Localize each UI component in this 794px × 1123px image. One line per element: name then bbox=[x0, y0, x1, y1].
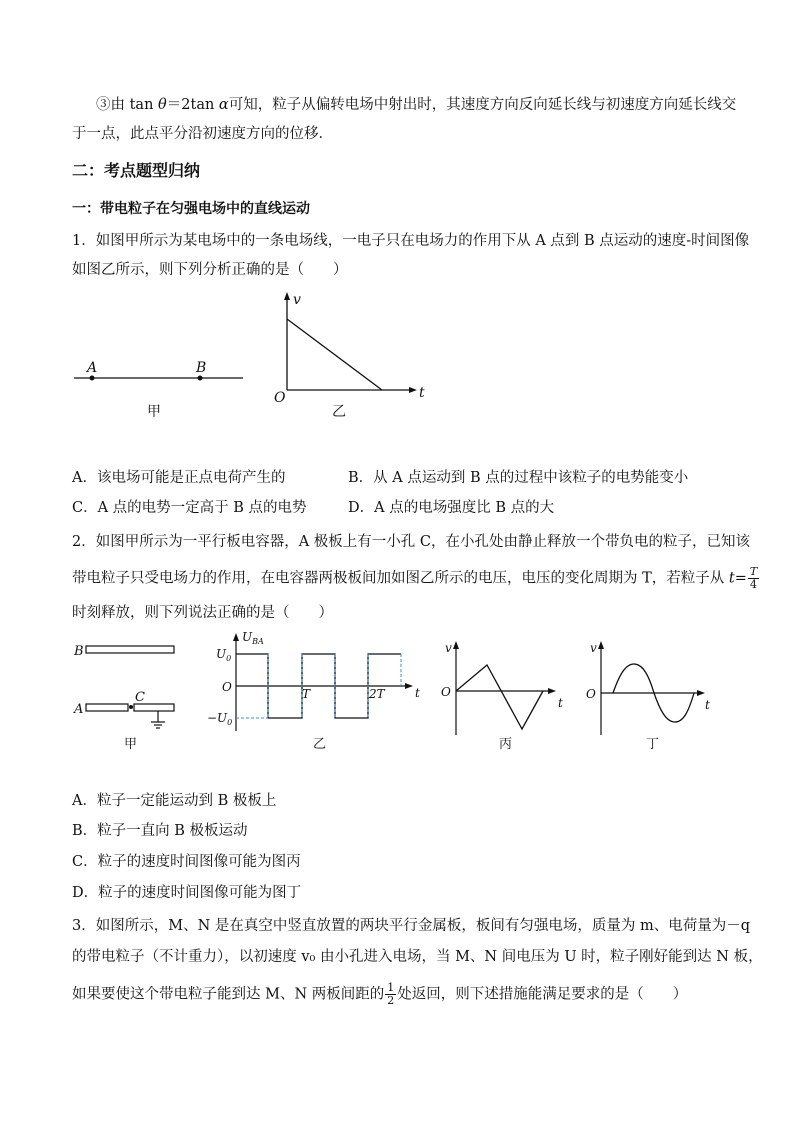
fraction-numerator: T bbox=[749, 565, 758, 578]
label-tick-2t: 2T bbox=[369, 687, 385, 701]
half-fraction bbox=[385, 982, 396, 1007]
intro-prefix: ③由 tan bbox=[96, 97, 159, 113]
theta-symbol: θ bbox=[158, 97, 167, 113]
label-plate-b: B bbox=[74, 644, 84, 659]
half-numerator: 1 bbox=[387, 981, 395, 994]
q1-stem-line-1: 1．如图甲所示为某电场中的一条电场线，一电子只在电场力的作用下从 A 点到 B 点运动的速度-时间图像 bbox=[72, 233, 750, 249]
label-u0: $U_0$ bbox=[216, 647, 232, 663]
q3-line-3-suffix: 处返回，则下述措施能满足要求的是（ ） bbox=[397, 986, 688, 1003]
q2-stem-line-1: 2．如图甲所示为一平行板电容器，A 极板上有一小孔 C，在小孔处由静止释放一个带负电的粒子，已知该 bbox=[72, 534, 751, 550]
label-v-bing: v bbox=[445, 641, 452, 655]
q2-stem-line-2-text: 带电粒子只受电场力的作用，在电容器两极板间加如图乙所示的电压，电压的变化周期为 T，若粒子从 bbox=[72, 570, 729, 587]
t-axis-arrow-ding bbox=[697, 690, 705, 696]
q3-stem-line-2: 的带电粒子（不计重力），以初速度 v₀ 由小孔进入电场，当 M、N 间电压为 U 时，粒子刚好能到达 N 板， bbox=[72, 949, 763, 965]
label-neg-u0: $-U_0$ bbox=[207, 711, 233, 727]
alpha-symbol: α bbox=[218, 97, 229, 113]
t-equals: t= bbox=[728, 570, 747, 587]
caption-yi-2: 乙 bbox=[313, 737, 327, 752]
caption-yi: 乙 bbox=[332, 404, 346, 420]
label-origin: O bbox=[274, 390, 286, 406]
q1-option-a[interactable]: A．该电场可能是正点电荷产生的 bbox=[72, 470, 286, 486]
q3-stem-line-3 bbox=[72, 982, 687, 1007]
label-origin-ding: O bbox=[586, 687, 596, 701]
q2-option-d[interactable]: D．粒子的速度时间图像可能为图丁 bbox=[72, 885, 302, 901]
caption-jia: 甲 bbox=[147, 404, 161, 420]
label-tick-t: T bbox=[302, 687, 311, 701]
intro-line-2: 于一点，此点平分沿初速度方向的位移． bbox=[72, 126, 333, 142]
fraction-denominator: 4 bbox=[750, 578, 758, 591]
q3-line-3-prefix: 如果要使这个带电粒子能到达 M、N 两板间距的 bbox=[72, 986, 385, 1003]
q2-stem-line-3: 时刻释放，则下列说法正确的是（ ） bbox=[72, 605, 333, 621]
label-t: t bbox=[419, 385, 425, 401]
label-u-ba: $U_{BA}$ bbox=[242, 630, 264, 646]
label-origin-2: O bbox=[222, 680, 232, 694]
subsection-title: 一：带电粒子在匀强电场中的直线运动 bbox=[72, 201, 310, 217]
label-t-2: t bbox=[415, 686, 420, 700]
label-v: v bbox=[293, 292, 301, 308]
v-axis-arrow-ding bbox=[598, 641, 604, 649]
caption-jia-2: 甲 bbox=[124, 737, 138, 752]
q2-option-a[interactable]: A．粒子一定能运动到 B 极板上 bbox=[72, 793, 277, 809]
caption-bing: 丙 bbox=[499, 737, 513, 752]
caption-ding: 丁 bbox=[646, 737, 660, 752]
q2-option-b[interactable]: B．粒子一直向 B 极板运动 bbox=[72, 823, 248, 839]
q1-stem-line-2: 如图乙所示，则下列分析正确的是（ ） bbox=[72, 262, 348, 278]
q2-option-c[interactable]: C．粒子的速度时间图像可能为图丙 bbox=[72, 854, 301, 870]
q1-option-c[interactable]: C．A 点的电势一定高于 B 点的电势 bbox=[72, 500, 307, 516]
half-denominator: 2 bbox=[387, 994, 395, 1007]
label-plate-a: A bbox=[74, 702, 84, 717]
label-point-a: A bbox=[87, 360, 98, 376]
label-hole-c: C bbox=[135, 690, 145, 705]
q1-option-b[interactable]: B．从 A 点运动到 B 点的过程中该粒子的电势能变小 bbox=[348, 470, 689, 486]
q3-stem-line-1: 3．如图所示，M、N 是在真空中竖直放置的两块平行金属板，板间有匀强电场，质量为 m、电荷量为－q bbox=[72, 918, 751, 934]
label-v-ding: v bbox=[590, 641, 597, 655]
intro-suffix: 可知，粒子从偏转电场中射出时，其速度方向反向延长线与初速度方向延长线交 bbox=[228, 97, 737, 113]
label-t-bing: t bbox=[558, 696, 563, 710]
label-point-b: B bbox=[196, 360, 207, 376]
section-title: 二：考点题型归纳 bbox=[72, 161, 201, 180]
intro-eq: ＝2tan bbox=[166, 97, 219, 113]
label-origin-bing: O bbox=[441, 685, 451, 699]
q1-option-d[interactable]: D．A 点的电场强度比 B 点的大 bbox=[348, 500, 555, 516]
label-t-ding: t bbox=[705, 698, 710, 712]
